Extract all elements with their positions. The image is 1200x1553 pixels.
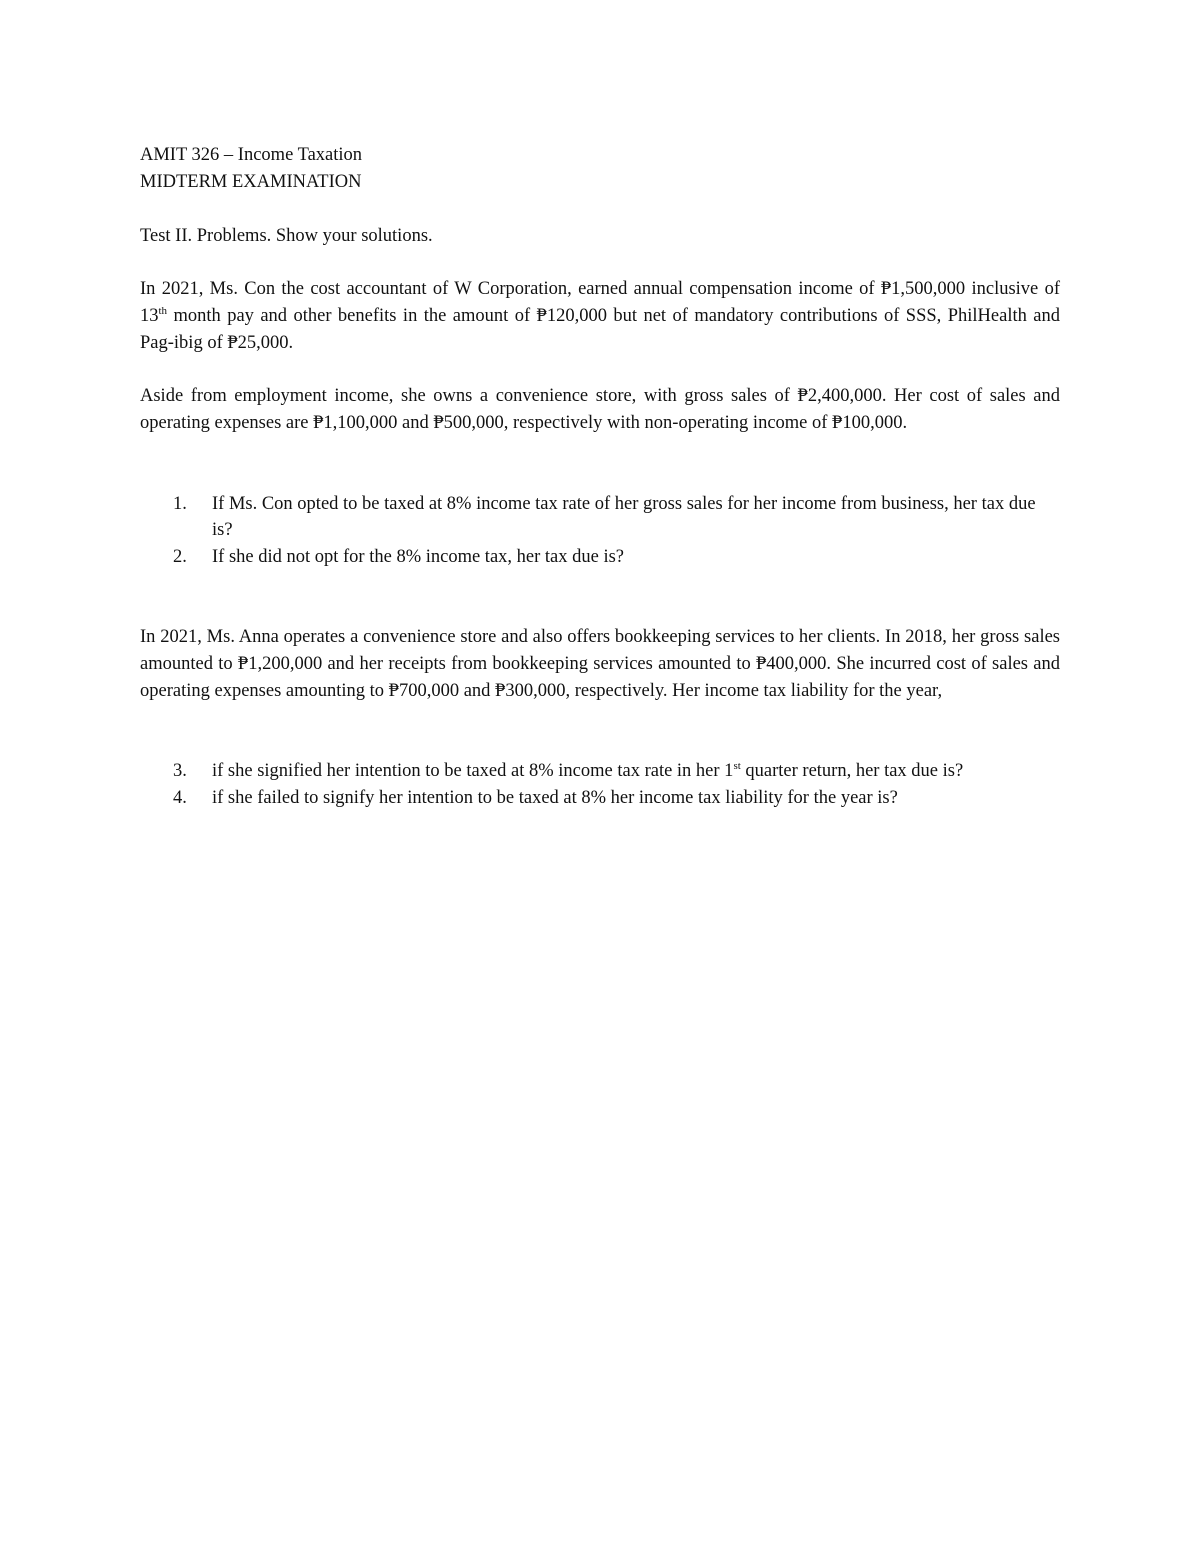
question-text: if she failed to signify her intention to be taxed at 8% her income tax liability for the year is? (212, 788, 898, 808)
question-item (140, 491, 1060, 543)
question-superscript: st (733, 759, 741, 772)
problem1-p1-part-a: In 2021, Ms. Con the cost accountant of W Corporation, earned annual compensation income of ₱1,500,000 inclusive of 13 (140, 279, 1060, 326)
question-item (140, 544, 1060, 570)
question-item (140, 758, 1060, 784)
problem1-questions (140, 491, 1060, 571)
question-text-part-b: quarter return, her tax due is? (740, 761, 964, 781)
question-text: If Ms. Con opted to be taxed at 8% income tax rate of her gross sales for her income from business, her tax due is? (212, 494, 1036, 540)
test-title: Test II. Problems. Show your solutions. (140, 226, 433, 246)
problem1-p1-part-b: month pay and other benefits in the amount of ₱120,000 but net of mandatory contributions of SSS, PhilHealth and Pag-ibig of ₱25,000. (140, 306, 1060, 353)
problem2-paragraph1: In 2021, Ms. Anna operates a convenience store and also offers bookkeeping services to her clients. In 2018, her gross sales amounted to ₱1,200,000 and her receipts from bookkeeping services amounted to ₱400,000. She incurred cost of sales and operating expenses amounting to ₱700,000 and ₱300,000, respectively. Her income tax liability for the year, (140, 627, 1060, 701)
question-text: If she did not opt for the 8% income tax, her tax due is? (212, 547, 625, 567)
question-text-part-a: if she signified her intention to be taxed at 8% income tax rate in her 1 (212, 761, 734, 781)
exam-title: MIDTERM EXAMINATION (140, 172, 362, 192)
problem1-paragraph1 (140, 276, 1060, 357)
problem2-questions (140, 758, 1060, 812)
question-number: 4. (173, 788, 187, 808)
question-number: 2. (173, 547, 187, 567)
problem1-paragraph2: Aside from employment income, she owns a convenience store, with gross sales of ₱2,400,000. Her cost of sales and operating expenses are ₱1,100,000 and ₱500,000, respectively with non-operating income of ₱100,000. (140, 386, 1060, 433)
question-item (140, 785, 1060, 811)
course-title: AMIT 326 – Income Taxation (140, 145, 363, 165)
question-text (212, 761, 963, 781)
question-number: 3. (173, 761, 187, 781)
problem1-p1-superscript: th (158, 304, 168, 317)
question-number: 1. (173, 494, 187, 514)
